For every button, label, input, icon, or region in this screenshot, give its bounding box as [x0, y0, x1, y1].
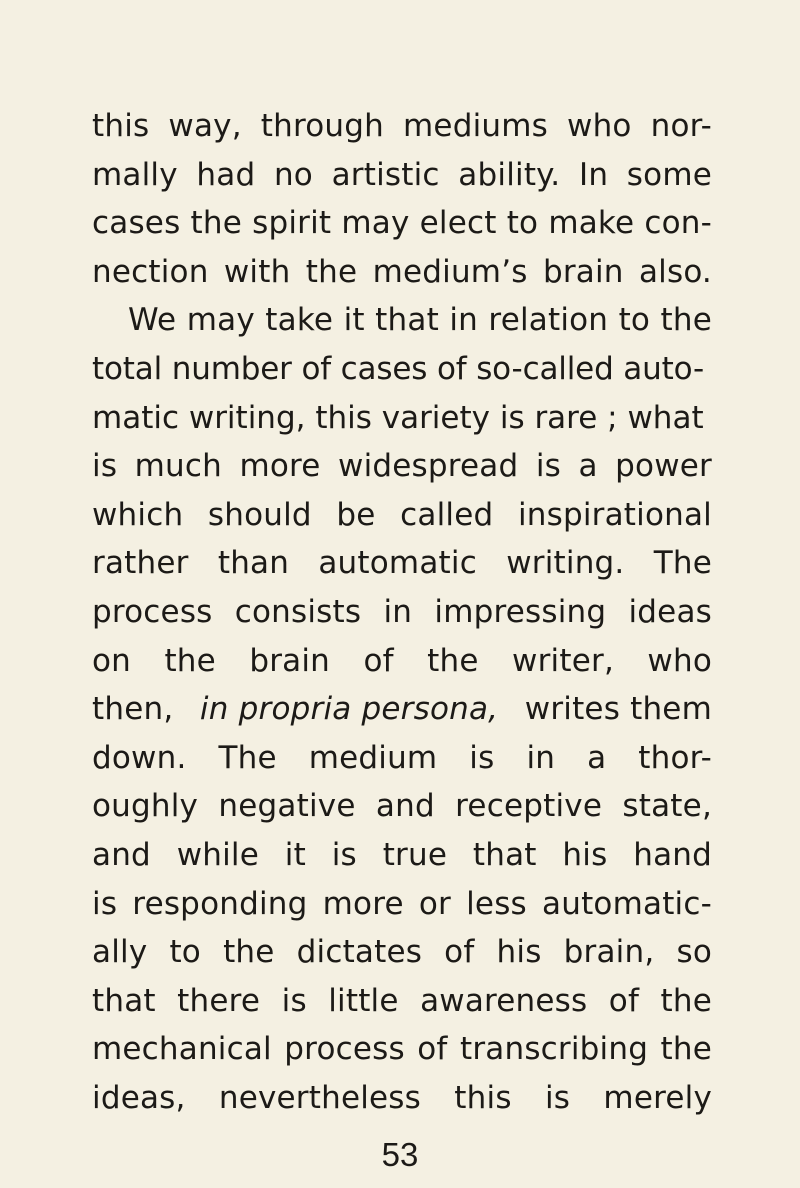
line-11-text: process consists in impressing ideas — [92, 594, 712, 630]
text-line-1 — [92, 104, 712, 148]
line-18-text: ally to the dictates of his brain, so — [92, 934, 712, 971]
line-14-text: down. The medium is in a thor- — [92, 739, 712, 776]
line-2-text: mally had no artistic ability. In some — [92, 156, 712, 193]
line-19-text: that there is little awareness of the — [92, 982, 712, 1019]
text-line-11 — [92, 590, 712, 634]
line-7-text: matic writing, this variety is rare ; what — [92, 399, 704, 436]
text-line-13 — [92, 687, 712, 731]
line-15-text: oughly negative and receptive state, — [92, 788, 712, 825]
line-17-text: is responding more or less automatic- — [92, 885, 712, 922]
line-1-text: this way, through mediums who nor- — [92, 108, 712, 144]
text-line-20 — [92, 1027, 712, 1071]
text-line-15 — [92, 784, 712, 828]
latin-phrase: in propria persona, — [199, 691, 499, 728]
line-3-text: cases the spirit may elect to make con- — [92, 205, 712, 242]
line-16-text: and while it is true that his hand — [92, 837, 712, 873]
line-6-text: total number of cases of so-called auto- — [92, 351, 704, 387]
text-line-7 — [92, 396, 712, 440]
line-13-tail: writes them — [524, 691, 712, 728]
text-line-17 — [92, 882, 712, 926]
text-line-19 — [92, 979, 712, 1023]
line-4-text: nection with the medium’s brain also. — [92, 253, 712, 290]
line-9-text: which should be called inspirational — [92, 496, 712, 533]
line-5-text: We may take it that in relation to the — [128, 302, 712, 339]
line-12-text: on the brain of the writer, who — [92, 642, 712, 679]
text-line-12 — [92, 639, 712, 683]
text-line-9 — [92, 493, 712, 537]
line-10-text: rather than automatic writing. The — [92, 545, 712, 582]
text-line-21 — [92, 1076, 712, 1120]
line-8-text: is much more widespread is a power — [92, 448, 712, 485]
line-13-lead: then, — [92, 691, 174, 728]
text-line-3 — [92, 201, 712, 245]
text-line-14 — [92, 736, 712, 780]
line-21-text: ideas, nevertheless this is merely — [92, 1080, 712, 1116]
text-line-8 — [92, 444, 712, 488]
text-line-5 — [128, 298, 712, 342]
text-line-6 — [92, 347, 712, 391]
text-line-10 — [92, 541, 712, 585]
text-line-18 — [92, 930, 712, 974]
text-line-4 — [92, 250, 712, 294]
text-line-2 — [92, 153, 712, 197]
page-number: 53 — [381, 1135, 419, 1173]
line-20-text: mechanical process of transcribing the — [92, 1031, 712, 1068]
text-line-16 — [92, 833, 712, 877]
